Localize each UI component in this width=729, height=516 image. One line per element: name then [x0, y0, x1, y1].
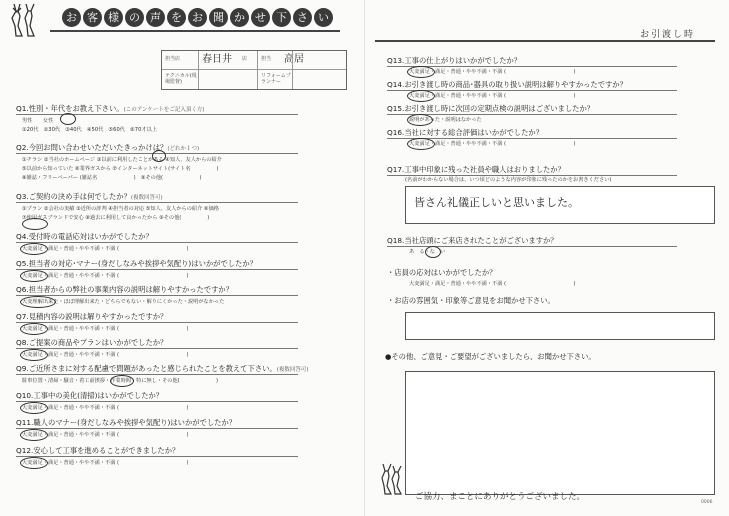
question-text: Q15.お引き渡し時に次回の定期点検の説明はございましたか？ — [387, 104, 595, 113]
answer-options[interactable]: 大変満足・満足・普通・やや不満・不満 ( ) — [409, 93, 576, 99]
question-text: Q9.ご近所さまに対する配慮で問題があったと感じられたことを教えて下さい。 — [16, 364, 277, 373]
right-page — [365, 0, 729, 516]
title-char-3: の — [125, 8, 144, 27]
title-char-7: 聞 — [209, 8, 228, 27]
left-question-1 — [16, 104, 205, 114]
question-text: Q11.職人のマナー(身だしなみや挨拶や気配り)はいかがでしたか？ — [16, 418, 237, 427]
question-text: Q7.見積内容の説明は解りやすかったですか？ — [16, 312, 168, 321]
question-text: Q17.工事中印象に残った社員や職人はおりましたか？ — [387, 165, 565, 174]
staff-table — [161, 50, 347, 90]
left-question-7 — [16, 312, 167, 322]
handwritten-person: 高居 — [284, 54, 304, 65]
left-question-8 — [16, 338, 167, 348]
title-char-1: 客 — [83, 8, 102, 27]
answer-options[interactable]: 大変満足・満足・普通・やや不満・不満 ( ) — [22, 326, 189, 332]
pen-circle-mark — [425, 246, 441, 258]
right-question-8 — [387, 296, 555, 306]
staff-label-store: 担当店 — [165, 56, 181, 62]
answer-options[interactable]: 説明があった・説明はなかった — [409, 117, 482, 123]
left-question-2 — [16, 143, 199, 153]
title-char-12: い — [314, 8, 333, 27]
answer-options[interactable]: 大変満足・満足・普通・やや不満・不満 ( ) — [22, 432, 189, 438]
left-question-11 — [16, 418, 236, 428]
question-underline — [387, 114, 677, 115]
answer-options[interactable]: ⑧雑誌・フリーペーパー (雑誌名 ) ⑨その他( ) — [22, 175, 202, 181]
pen-circle-mark — [20, 323, 48, 335]
question-underline — [16, 348, 298, 349]
pen-circle-mark — [407, 114, 433, 126]
question-underline — [16, 374, 298, 375]
question-underline — [16, 114, 298, 115]
pen-circle-mark — [407, 90, 435, 102]
question-text: ・お店の雰囲気・印象等ご意見をお聞かせ下さい。 — [387, 296, 555, 305]
title-char-11: さ — [293, 8, 312, 27]
question-text: Q6.担当者からの弊社の事業内容の説明は解りやすかったですか？ — [16, 285, 234, 294]
answer-options[interactable]: 男性 女性 — [22, 118, 54, 124]
pen-circle-mark — [20, 243, 48, 255]
right-question-7 — [387, 268, 496, 278]
handwritten-store: 春日井 — [202, 54, 232, 65]
title-char-6: お — [188, 8, 207, 27]
right-question-9 — [385, 352, 596, 362]
answer-options[interactable]: ⑦使用ガスブランドで安心 ⑧過去に利用して良かったから ⑨その他( ) — [22, 215, 210, 221]
question-hint: (複数回答可) — [130, 195, 163, 201]
answer-options[interactable]: 大変満足・満足・普通・やや不満・不満 ( ) — [409, 281, 576, 287]
answer-options[interactable]: 大変満足・満足・普通・やや不満・不満 ( ) — [409, 141, 576, 147]
answer-options[interactable]: ①チラシ ②当社のホームページ ③以前に利用したことがある ④知人、友人からの紹介 — [22, 157, 222, 163]
question-underline — [16, 269, 298, 270]
deer-footer-icon — [377, 462, 405, 496]
question-underline — [16, 428, 298, 429]
thanks-message: ご協力、まことにありがとうございました。 — [415, 492, 586, 502]
pen-circle-mark — [407, 138, 435, 150]
right-question-1 — [387, 56, 521, 66]
title-char-9: せ — [251, 8, 270, 27]
question-underline — [16, 456, 298, 457]
title-char-8: か — [230, 8, 249, 27]
question-text: Q3.ご契約の決め手は何でしたか？ — [16, 192, 131, 201]
answer-options[interactable]: 大変満足・満足・普通・やや不満・不満 ( ) — [22, 273, 189, 279]
left-question-4 — [16, 232, 153, 242]
question-underline — [16, 322, 298, 323]
other-comments-box[interactable] — [405, 371, 715, 495]
question-hint: (複数回答可) — [276, 367, 309, 373]
right-question-6 — [387, 236, 558, 246]
pen-circle-mark — [20, 457, 48, 469]
answer-options[interactable]: 駐車位置・清掃・騒音・着工前挨拶・作業時間・特に無し・その他( ) — [22, 378, 218, 384]
answer-options[interactable]: ①20代 ②30代 ③40代 ④50代 ⑤60代 ⑥70才以上 — [22, 127, 157, 133]
title-char-10: 下 — [272, 8, 291, 27]
left-question-12 — [16, 446, 179, 456]
answer-options[interactable]: 大変満足・満足・普通・やや不満・不満 ( ) — [409, 69, 576, 75]
question-text: Q16.当社に対する総合評価はいかがでしたか？ — [387, 128, 543, 137]
right-question-2 — [387, 80, 627, 90]
right-question-5 — [387, 165, 565, 175]
answer-options[interactable]: ①プラン ②会社の実績 ③近所の評判 ④担当者の対応 ⑤知人、友人からの紹介 ⑥価格 — [22, 206, 219, 212]
question-text: Q13.工事の仕上がりはいかがでしたか？ — [387, 56, 522, 65]
store-impression-box[interactable] — [405, 312, 715, 340]
form-code: 0006 — [701, 500, 713, 505]
question-text: Q14.お引き渡し時の商品･器具の取り扱い説明は解りやすかったですか？ — [387, 80, 627, 89]
question-hint: (名前がわからない場合は、いつ頃どのような内容が印象に残ったのかをお書きください) — [405, 177, 612, 183]
question-underline — [16, 401, 298, 402]
question-underline — [16, 295, 298, 296]
answer-options[interactable]: 大変満足・満足・普通・やや不満・不満 ( ) — [22, 352, 189, 358]
question-underline — [16, 202, 298, 203]
answer-options[interactable]: 大変理解出来た・ほぼ理解出来た・どちらでもない・解りにくかった・説明がなかった — [22, 299, 225, 305]
question-text: Q1.性別・年代をお教え下さい。 — [16, 104, 124, 113]
pen-circle-mark — [20, 402, 48, 414]
pen-circle-mark — [20, 349, 48, 361]
pen-circle-mark — [110, 375, 134, 387]
answer-options[interactable]: 大変満足・満足・普通・やや不満・不満 ( ) — [22, 460, 189, 466]
title-char-5: を — [167, 8, 186, 27]
deer-logo-icon — [6, 2, 42, 38]
question-hint: (このアンケートをご記入頂く方) — [123, 107, 205, 113]
right-question-4 — [387, 128, 543, 138]
question-text: ・店員の応対はいかがでしたか？ — [387, 268, 497, 277]
title-underline — [50, 30, 340, 32]
pen-circle-mark — [20, 270, 48, 282]
question-text: Q12.安心して工事を進めることができましたか？ — [16, 446, 180, 455]
staff-label-store-suffix: 店 — [242, 56, 248, 62]
question-text: Q8.ご提案の商品やプランはいかがでしたか？ — [16, 338, 168, 347]
left-question-3 — [16, 192, 163, 202]
question-text: Q2.今回お問い合わせいただいたきっかけは？ — [16, 143, 168, 152]
answer-options[interactable]: 大変満足・満足・普通・やや不満・不満 ( ) — [22, 246, 189, 252]
pen-circle-mark — [20, 296, 56, 308]
question-underline — [387, 175, 677, 176]
title-char-4: 声 — [146, 8, 165, 27]
left-question-6 — [16, 285, 233, 295]
left-page — [0, 0, 364, 516]
title-char-0: お — [62, 8, 81, 27]
left-question-10 — [16, 391, 163, 401]
q17-handwritten-answer: 皆さん礼儀正しいと思いました。 — [414, 196, 579, 209]
staff-label-technical: テクニカル(現場監督) — [165, 73, 197, 85]
answer-options[interactable]: ⑤以前から知っていた ⑥業界ガスから ⑦インターネットサイト(サイト名 ) — [22, 166, 219, 172]
question-underline — [16, 242, 298, 243]
q17-answer-box[interactable] — [405, 186, 715, 224]
title-char-2: 様 — [104, 8, 123, 27]
staff-label-planner: リフォームプランナー — [261, 73, 291, 85]
pen-circle-mark — [20, 429, 48, 441]
staff-label-person: 担当 — [261, 56, 272, 62]
pen-circle-mark — [152, 150, 166, 162]
left-question-5 — [16, 259, 257, 269]
question-text: Q18.当社店頭にご来店されたことがございますか？ — [387, 236, 558, 245]
question-hint: (どれか１つ) — [167, 146, 200, 152]
pen-circle-mark — [60, 113, 76, 125]
handover-label: お引渡し時 — [640, 30, 696, 40]
right-header-line — [375, 40, 715, 42]
question-text: ●その他、ご意見・ご要望がございましたら、お聞かせ下さい。 — [385, 352, 596, 361]
left-question-9 — [16, 364, 309, 374]
question-text: Q4.受付時の電話応対はいかがでしたか？ — [16, 232, 153, 241]
answer-options[interactable]: 大変満足・満足・普通・やや不満・不満 ( ) — [22, 405, 189, 411]
pen-circle-mark — [407, 66, 435, 78]
question-text: Q5.担当者の対応･マナー(身だしなみや挨拶や気配り)はいかがでしたか？ — [16, 259, 257, 268]
right-question-3 — [387, 104, 594, 114]
answer-options[interactable]: あ る・な い — [409, 249, 446, 255]
question-text: Q10.工事中の美化(清掃)はいかがでしたか？ — [16, 391, 164, 400]
survey-title — [40, 8, 340, 30]
pen-circle-mark — [22, 218, 48, 230]
